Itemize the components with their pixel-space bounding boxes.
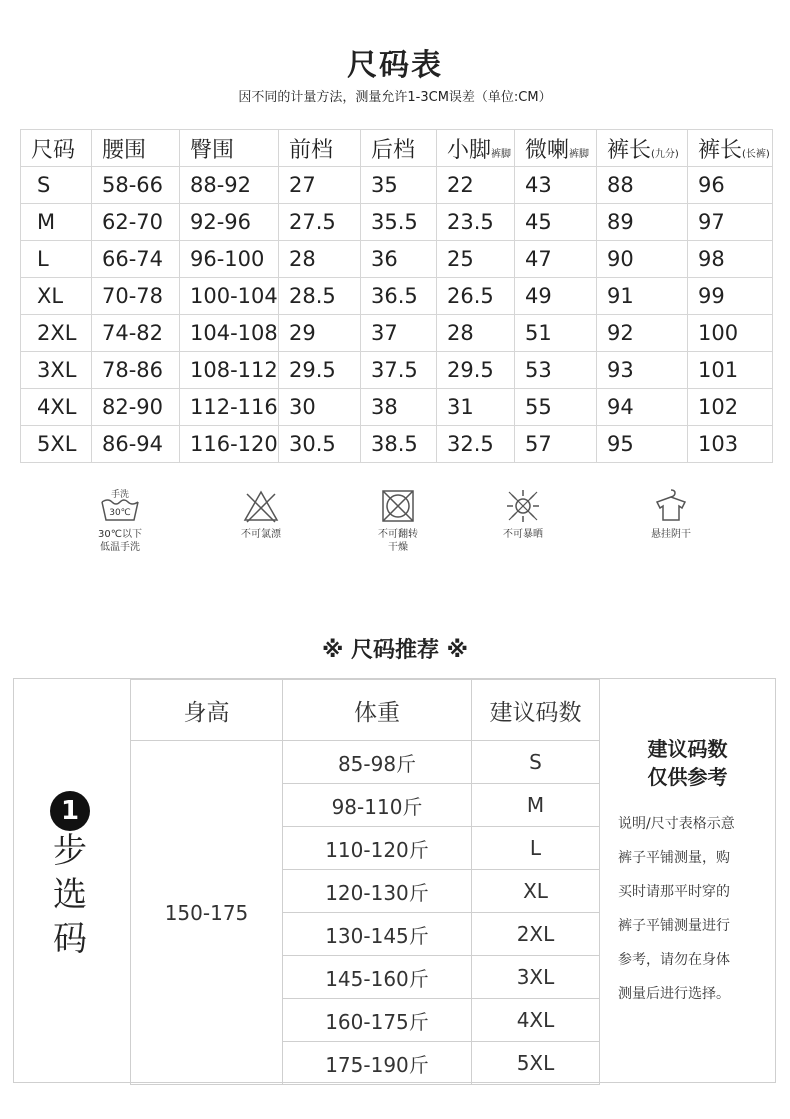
- weight-cell: 120-130斤: [283, 870, 472, 913]
- size-cell: 88-92: [180, 167, 279, 204]
- size-cell: 3XL: [472, 956, 600, 999]
- size-cell: 28: [279, 241, 361, 278]
- size-cell: 35: [361, 167, 437, 204]
- table-row: [131, 741, 600, 784]
- note-title-line: 仅供参考: [647, 765, 728, 789]
- table-row: [21, 278, 773, 315]
- size-cell: 90: [597, 241, 688, 278]
- size-header-cell: [597, 130, 688, 167]
- size-header-main: 臀围: [190, 137, 235, 163]
- size-cell: 30: [279, 389, 361, 426]
- hand-wash-icon: [98, 488, 142, 524]
- care-no-sun: [463, 488, 583, 541]
- size-cell: M: [472, 784, 600, 827]
- size-header-cell: [361, 130, 437, 167]
- header-weight: 体重: [283, 680, 472, 741]
- weight-cell: 85-98斤: [283, 741, 472, 784]
- size-cell: 25: [437, 241, 515, 278]
- size-cell: 4XL: [472, 999, 600, 1042]
- size-cell: 104-108: [180, 315, 279, 352]
- size-header-main: 微喇: [525, 137, 570, 163]
- step-label-char: 码: [53, 919, 87, 959]
- size-header-main: 尺码: [31, 137, 76, 163]
- size-header-main: 前档: [289, 137, 334, 163]
- size-cell: 5XL: [21, 426, 92, 463]
- size-cell: 29.5: [279, 352, 361, 389]
- size-header-main: 后档: [371, 137, 416, 163]
- size-cell: 49: [515, 278, 597, 315]
- weight-cell: 160-175斤: [283, 999, 472, 1042]
- size-header-cell: [92, 130, 180, 167]
- size-cell: 28.5: [279, 278, 361, 315]
- size-cell: 112-116: [180, 389, 279, 426]
- size-cell: 88: [597, 167, 688, 204]
- no-sun-icon: [501, 488, 545, 524]
- size-cell: 91: [597, 278, 688, 315]
- size-cell: 23.5: [437, 204, 515, 241]
- weight-cell: 145-160斤: [283, 956, 472, 999]
- size-cell: 95: [597, 426, 688, 463]
- weight-cell: 175-190斤: [283, 1042, 472, 1085]
- step-panel: [14, 679, 131, 1082]
- size-cell: 108-112: [180, 352, 279, 389]
- size-cell: 27: [279, 167, 361, 204]
- size-cell: 29.5: [437, 352, 515, 389]
- weight-cell: 130-145斤: [283, 913, 472, 956]
- size-cell: S: [21, 167, 92, 204]
- size-header-cell: [515, 130, 597, 167]
- size-cell: 96: [688, 167, 773, 204]
- size-header-main: 腰围: [102, 137, 147, 163]
- size-cell: 92: [597, 315, 688, 352]
- care-hang-dry: [611, 488, 731, 541]
- size-header-note: (九分): [651, 148, 679, 160]
- size-cell: 45: [515, 204, 597, 241]
- size-table-header: [21, 130, 773, 167]
- note-body: [618, 807, 768, 1011]
- size-cell: 57: [515, 426, 597, 463]
- size-cell: 100: [688, 315, 773, 352]
- table-row: [21, 204, 773, 241]
- size-header-cell: [21, 130, 92, 167]
- size-cell: 94: [597, 389, 688, 426]
- care-label: 不可氯漂: [241, 529, 281, 540]
- step-label-char: 选: [53, 875, 87, 915]
- size-cell: 101: [688, 352, 773, 389]
- size-header-main: 裤长: [607, 137, 652, 163]
- size-cell: 2XL: [21, 315, 92, 352]
- note-line: 测量后进行选择。: [618, 986, 730, 1002]
- size-cell: 97: [688, 204, 773, 241]
- size-cell: 36.5: [361, 278, 437, 315]
- care-no-tumble-dry: [338, 488, 458, 554]
- size-cell: M: [21, 204, 92, 241]
- size-cell: 29: [279, 315, 361, 352]
- size-header-cell: [437, 130, 515, 167]
- weight-cell: 98-110斤: [283, 784, 472, 827]
- size-cell: 32.5: [437, 426, 515, 463]
- size-cell: 70-78: [92, 278, 180, 315]
- size-cell: 102: [688, 389, 773, 426]
- step-label-char: 步: [53, 831, 87, 871]
- size-header-note: 裤脚: [569, 148, 590, 160]
- size-header-note: (长裤): [742, 148, 770, 160]
- size-cell: 86-94: [92, 426, 180, 463]
- size-cell: 66-74: [92, 241, 180, 278]
- care-label: 不可暴晒: [503, 529, 543, 540]
- note-line: 参考，请勿在身体: [618, 952, 730, 968]
- note-line: 买时请那平时穿的: [618, 884, 730, 900]
- size-cell: 30.5: [279, 426, 361, 463]
- size-cell: 103: [688, 426, 773, 463]
- size-table: [20, 129, 773, 463]
- hand-wash-temp: 30℃: [109, 508, 131, 518]
- table-row: [21, 315, 773, 352]
- care-hand-wash: [60, 488, 180, 554]
- size-cell: 98: [688, 241, 773, 278]
- table-row: [21, 352, 773, 389]
- hand-wash-icon-text: 手洗: [110, 490, 130, 500]
- no-tumble-dry-icon: [376, 488, 420, 524]
- table-row: [21, 241, 773, 278]
- size-cell: 3XL: [21, 352, 92, 389]
- header-height: 身高: [131, 680, 283, 741]
- note-line: 裤子平铺测量进行: [618, 918, 730, 934]
- size-header-cell: [279, 130, 361, 167]
- size-cell: 93: [597, 352, 688, 389]
- size-cell: 47: [515, 241, 597, 278]
- size-cell: 100-104: [180, 278, 279, 315]
- size-cell: L: [21, 241, 92, 278]
- size-cell: 78-86: [92, 352, 180, 389]
- size-cell: 28: [437, 315, 515, 352]
- size-cell: 35.5: [361, 204, 437, 241]
- table-row: [21, 389, 773, 426]
- header-size: 建议码数: [472, 680, 600, 741]
- size-cell: 53: [515, 352, 597, 389]
- size-cell: 4XL: [21, 389, 92, 426]
- height-cell: 150-175: [131, 741, 283, 1085]
- size-header-cell: [180, 130, 279, 167]
- recommend-title: ※ 尺码推荐 ※: [321, 638, 469, 663]
- size-cell: S: [472, 741, 600, 784]
- size-cell: 99: [688, 278, 773, 315]
- page-title: 尺码表: [347, 48, 443, 83]
- weight-cell: 110-120斤: [283, 827, 472, 870]
- size-cell: 38: [361, 389, 437, 426]
- size-cell: 116-120: [180, 426, 279, 463]
- care-label: 不可翻转 干燥: [378, 529, 418, 553]
- size-cell: 2XL: [472, 913, 600, 956]
- note-line: 裤子平铺测量，购: [618, 850, 730, 866]
- size-cell: 51: [515, 315, 597, 352]
- page-subtitle: 因不同的计量方法，测量允许1-3CM误差（单位:CM）: [238, 90, 552, 105]
- note-line: 说明/尺寸表格示意: [618, 816, 735, 832]
- care-label: 30℃以下 低温手洗: [98, 529, 142, 553]
- size-header-cell: [688, 130, 773, 167]
- table-row: [21, 167, 773, 204]
- size-cell: 27.5: [279, 204, 361, 241]
- size-cell: XL: [21, 278, 92, 315]
- recommend-box: [13, 678, 776, 1083]
- size-header-main: 小脚: [447, 137, 492, 163]
- note-title: [600, 735, 775, 791]
- step-label: [42, 829, 98, 961]
- size-cell: 38.5: [361, 426, 437, 463]
- size-cell: 62-70: [92, 204, 180, 241]
- step-number-badge: 1: [50, 791, 90, 831]
- hang-dry-icon: [649, 488, 693, 524]
- size-cell: 74-82: [92, 315, 180, 352]
- size-cell: 82-90: [92, 389, 180, 426]
- size-header-main: 裤长: [698, 137, 743, 163]
- size-cell: 22: [437, 167, 515, 204]
- size-cell: 58-66: [92, 167, 180, 204]
- size-header-note: 裤脚: [491, 148, 512, 160]
- recommend-note: [600, 679, 775, 1082]
- size-cell: 36: [361, 241, 437, 278]
- recommend-table: [130, 679, 600, 1085]
- size-cell: 96-100: [180, 241, 279, 278]
- size-cell: 92-96: [180, 204, 279, 241]
- size-cell: 26.5: [437, 278, 515, 315]
- size-cell: 55: [515, 389, 597, 426]
- size-cell: 31: [437, 389, 515, 426]
- table-row: [21, 426, 773, 463]
- size-cell: 37.5: [361, 352, 437, 389]
- care-label: 悬挂阴干: [651, 529, 691, 540]
- size-cell: XL: [472, 870, 600, 913]
- size-cell: 5XL: [472, 1042, 600, 1085]
- size-cell: 89: [597, 204, 688, 241]
- size-cell: L: [472, 827, 600, 870]
- note-title-line: 建议码数: [647, 737, 728, 761]
- care-no-bleach: [201, 488, 321, 541]
- no-bleach-icon: [239, 488, 283, 524]
- size-cell: 37: [361, 315, 437, 352]
- size-cell: 43: [515, 167, 597, 204]
